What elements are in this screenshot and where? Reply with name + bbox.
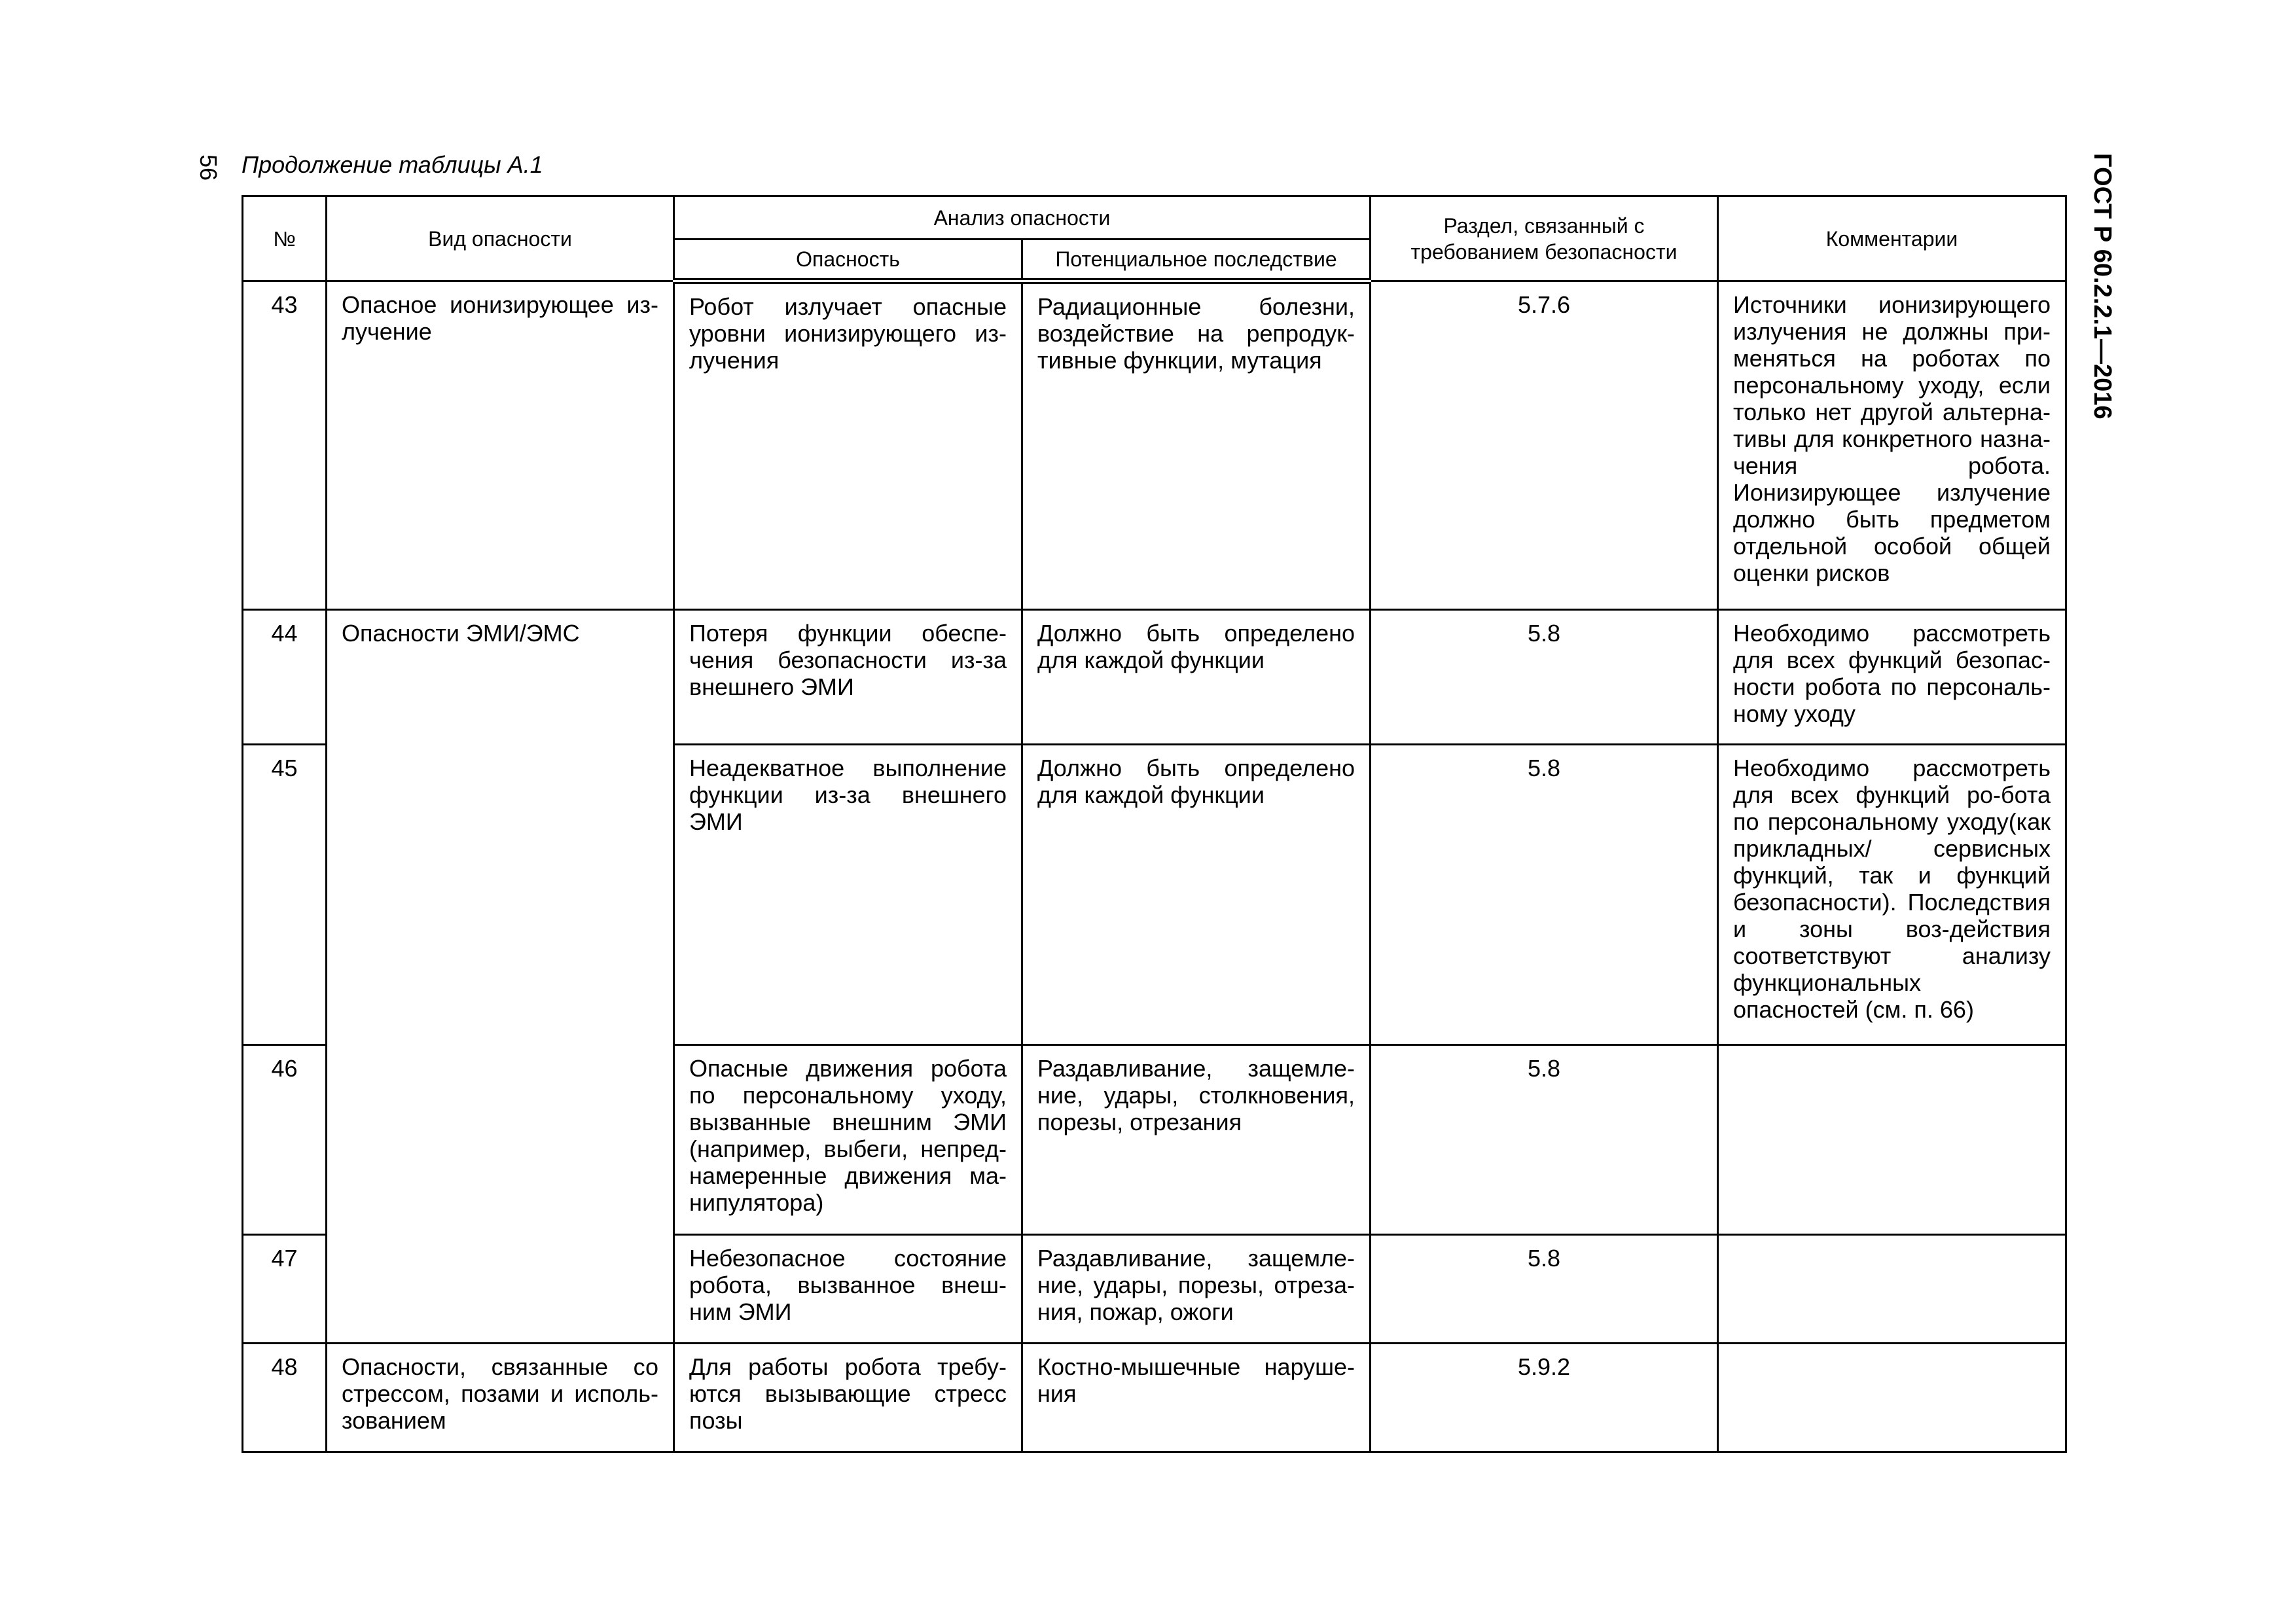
- consequence-cell: Радиационные болезни, воздействие на репродук-тивные функции, мутация: [1022, 281, 1371, 610]
- consequence-cell: Раздавливание, защемле-ние, удары, порезы, отреза-ния, пожар, ожоги: [1022, 1235, 1371, 1344]
- section-cell: 5.7.6: [1371, 281, 1718, 610]
- header-comments: Комментарии: [1718, 196, 2066, 281]
- comments-cell: Необходимо рассмотреть для всех функций безопас-ности робота по персональ-ному уходу: [1718, 610, 2066, 745]
- comments-cell: [1718, 1344, 2066, 1452]
- document-code: ГОСТ Р 60.2.2.1—2016: [2089, 153, 2116, 419]
- consequence-cell: Должно быть определено для каждой функции: [1022, 745, 1371, 1045]
- row-number: 48: [243, 1344, 327, 1452]
- hazard-type-cell: Опасности, связанные со стрессом, позами и исполь-зованием: [327, 1344, 674, 1452]
- row-number: 43: [243, 281, 327, 610]
- header-section: Раздел, связанный с требованием безопасности: [1371, 196, 1718, 281]
- page-number: 56: [195, 154, 222, 181]
- hazard-cell: Опасные движения робота по персональному уходу, вызванные внешним ЭМИ (например, выбеги, непред-намеренные движения ма-нипулятора): [674, 1045, 1022, 1235]
- section-cell: 5.8: [1371, 1235, 1718, 1344]
- section-cell: 5.8: [1371, 1045, 1718, 1235]
- comments-cell: Источники ионизирующего излучения не должны при-меняться на роботах по персональному уходу, если только нет другой альтерна-тивы для конкретного назна-чения робота. Ионизирующее излучение должно быть предметом отдельной особой общей оценки рисков: [1718, 281, 2066, 610]
- row-number: 46: [243, 1045, 327, 1235]
- table-caption: Продолжение таблицы А.1: [242, 151, 543, 178]
- header-hazard: Опасность: [674, 240, 1022, 281]
- section-cell: 5.8: [1371, 745, 1718, 1045]
- row-number: 45: [243, 745, 327, 1045]
- hazard-cell: Небезопасное состояние робота, вызванное внеш-ним ЭМИ: [674, 1235, 1022, 1344]
- hazard-cell: Неадекватное выполнение функции из-за внешнего ЭМИ: [674, 745, 1022, 1045]
- header-analysis: Анализ опасности: [674, 196, 1371, 240]
- hazard-cell: Потеря функции обеспе-чения безопасности из-за внешнего ЭМИ: [674, 610, 1022, 745]
- comments-cell: [1718, 1045, 2066, 1235]
- hazard-cell: Для работы робота требу-ются вызывающие стресс позы: [674, 1344, 1022, 1452]
- row-number: 44: [243, 610, 327, 745]
- header-number: №: [243, 196, 327, 281]
- section-cell: 5.9.2: [1371, 1344, 1718, 1452]
- section-cell: 5.8: [1371, 610, 1718, 745]
- comments-cell: Необходимо рассмотреть для всех функций ро-бота по персональному уходу(как прикладных/ сервисных функций, так и функций безопасности). Последствия и зоны воз-действия соответствуют анализу функциональных опасностей (см. п. 66): [1718, 745, 2066, 1045]
- hazard-table: [242, 195, 2067, 1453]
- consequence-cell: Должно быть определено для каждой функции: [1022, 610, 1371, 745]
- consequence-cell: Раздавливание, защемле-ние, удары, столкновения, порезы, отрезания: [1022, 1045, 1371, 1235]
- table-row: [243, 281, 2066, 610]
- consequence-cell: Костно-мышечные наруше-ния: [1022, 1344, 1371, 1452]
- table-row: [243, 1344, 2066, 1452]
- hazard-type-cell: Опасное ионизирующее из-лучение: [327, 281, 674, 610]
- table-row: [243, 610, 2066, 745]
- hazard-cell: Робот излучает опасные уровни ионизирующего из-лучения: [674, 281, 1022, 610]
- header-consequence: Потенциальное последствие: [1022, 240, 1371, 281]
- hazard-type-cell: Опасности ЭМИ/ЭМС: [327, 610, 674, 1344]
- header-hazard-type: Вид опасности: [327, 196, 674, 281]
- row-number: 47: [243, 1235, 327, 1344]
- comments-cell: [1718, 1235, 2066, 1344]
